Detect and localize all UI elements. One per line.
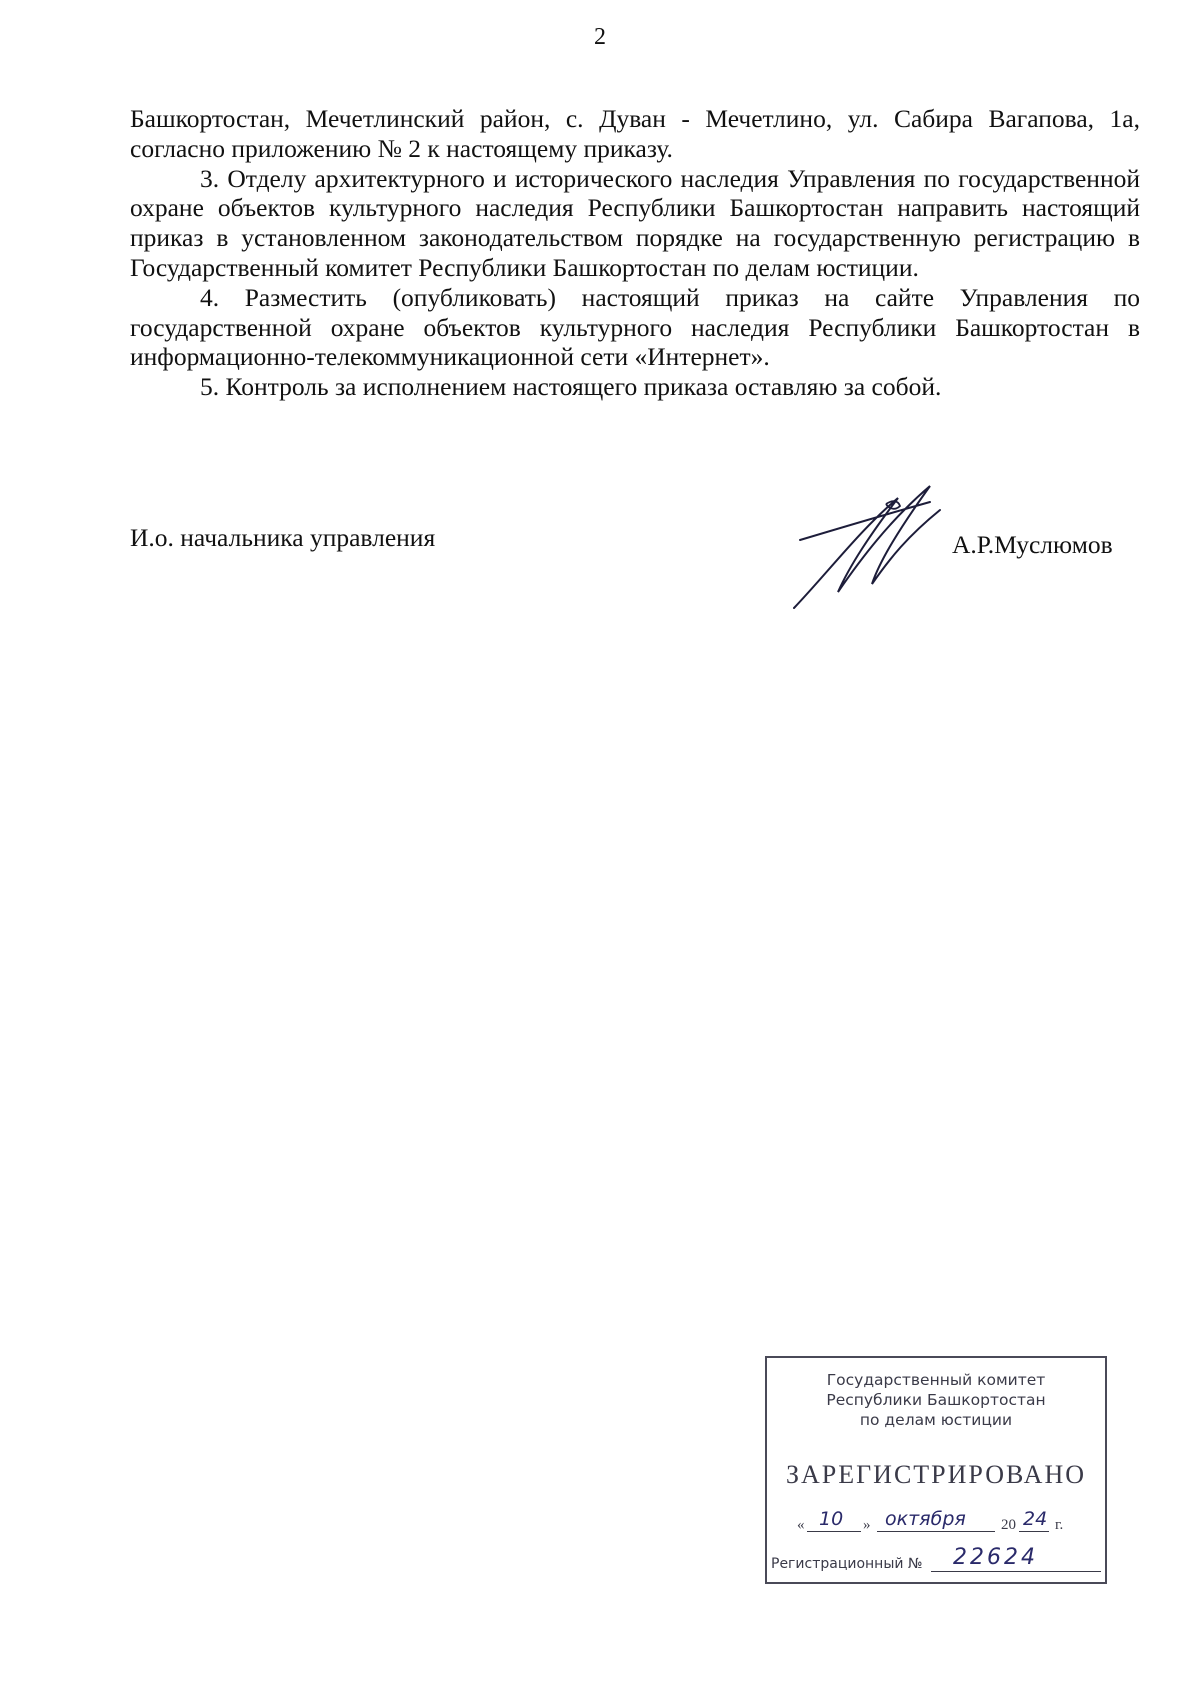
paragraph-item-4: 4. Разместить (опубликовать) настоящий приказ на сайте Управления по государственной охране объектов культурного наследия Республики Башкортостан в информационно-телекоммуникационной сети «Интернет». <box>130 282 1140 372</box>
page-number: 2 <box>594 24 606 50</box>
signatory-position: И.о. начальника управления <box>130 523 436 552</box>
stamp-year-prefix: 20 <box>1001 1517 1016 1533</box>
registration-stamp <box>765 1356 1107 1584</box>
paragraph-continuation: Башкортостан, Мечетлинский район, с. Дуван - Мечетлино, ул. Сабира Вагапова, 1а, согласно приложению № 2 к настоящему приказу. <box>130 104 1140 163</box>
paragraph-item-5: 5. Контроль за исполнением настоящего приказа оставляю за собой. <box>200 372 942 402</box>
stamp-organization <box>767 1370 1105 1430</box>
stamp-registered-label: ЗАРЕГИСТРИРОВАНО <box>786 1460 1086 1489</box>
stamp-org-line: Государственный комитет <box>826 1371 1046 1389</box>
signatory-name: А.Р.Муслюмов <box>952 530 1113 559</box>
stamp-year-abbr: г. <box>1055 1517 1064 1533</box>
stamp-year-line <box>1019 1531 1049 1532</box>
stamp-open-quote: « <box>797 1517 805 1533</box>
stamp-reg-label: Регистрационный № <box>771 1556 923 1572</box>
stamp-day: 10 <box>819 1508 844 1530</box>
stamp-year-suffix: 24 <box>1023 1508 1048 1530</box>
stamp-reg-number: 22624 <box>953 1545 1038 1570</box>
stamp-registration-row <box>771 1544 1103 1574</box>
stamp-month: октября <box>885 1508 966 1530</box>
document-body <box>130 104 1140 402</box>
paragraph-item-3: 3. Отделу архитектурного и исторического наследия Управления по государственной охране объектов культурного наследия Республики Башкортостан направить настоящий приказ в установленном законодательством порядке на государственную регистрацию в Государственный комитет Республики Башкортостан по делам юстиции. <box>130 163 1140 282</box>
stamp-month-line <box>877 1531 995 1532</box>
stamp-close-quote: » <box>863 1517 871 1533</box>
stamp-org-line: по делам юстиции <box>859 1411 1013 1429</box>
stamp-reg-line <box>931 1571 1101 1572</box>
stamp-date-row <box>797 1506 1097 1534</box>
stamp-org-line: Республики Башкортостан <box>826 1391 1046 1409</box>
stamp-day-line <box>807 1531 861 1532</box>
